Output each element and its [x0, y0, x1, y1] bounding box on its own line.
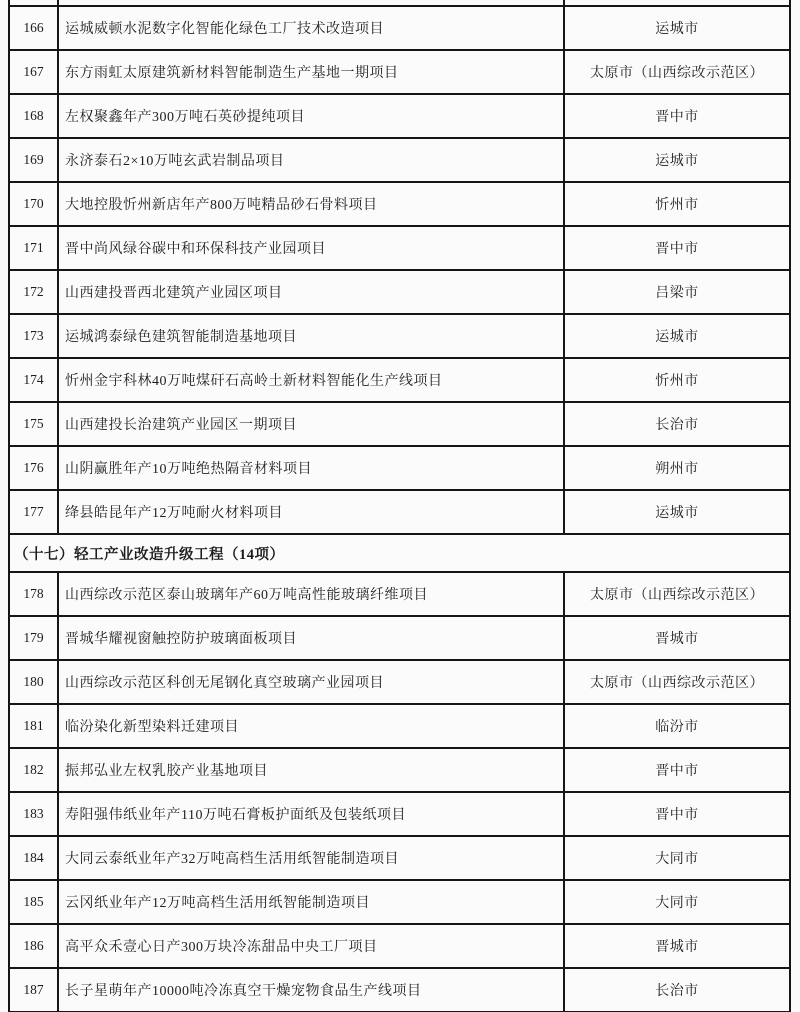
project-name: 大同云泰纸业年产32万吨高档生活用纸智能制造项目	[57, 837, 563, 879]
row-number-cell	[10, 0, 57, 5]
row-number: 180	[23, 674, 44, 689]
table-row	[10, 489, 789, 533]
table-row	[10, 659, 789, 703]
row-number: 175	[23, 416, 44, 431]
table-row	[10, 791, 789, 835]
project-name: 山西建投晋西北建筑产业园区项目	[57, 271, 563, 313]
project-name: 振邦弘业左权乳胶产业基地项目	[57, 749, 563, 791]
city: 临汾市	[563, 705, 789, 747]
project-name: 大地控股忻州新店年产800万吨精品砂石骨料项目	[57, 183, 563, 225]
city: 忻州市	[563, 359, 789, 401]
row-number: 172	[23, 284, 44, 299]
row-number: 176	[23, 460, 44, 475]
table-row	[10, 225, 789, 269]
row-number: 187	[23, 982, 44, 997]
partial-row-top	[10, 0, 789, 5]
row-number: 182	[23, 762, 44, 777]
row-number: 181	[23, 718, 44, 733]
row-number: 185	[23, 894, 44, 909]
project-name: 东方雨虹太原建筑新材料智能制造生产基地一期项目	[57, 51, 563, 93]
city: 晋中市	[563, 749, 789, 791]
row-number: 173	[23, 328, 44, 343]
table-row	[10, 5, 789, 49]
row-number: 167	[23, 64, 44, 79]
city: 运城市	[563, 7, 789, 49]
city-cell	[563, 0, 789, 5]
city: 太原市（山西综改示范区）	[563, 51, 789, 93]
row-number: 166	[23, 20, 44, 35]
table-row	[10, 967, 789, 1011]
city: 太原市（山西综改示范区）	[563, 573, 789, 615]
table-row	[10, 571, 789, 615]
city: 运城市	[563, 491, 789, 533]
project-name: 山西综改示范区泰山玻璃年产60万吨高性能玻璃纤维项目	[57, 573, 563, 615]
city: 晋中市	[563, 95, 789, 137]
project-name: 运城威顿水泥数字化智能化绿色工厂技术改造项目	[57, 7, 563, 49]
project-name: 高平众禾壹心日产300万块冷冻甜品中央工厂项目	[57, 925, 563, 967]
project-name: 永济泰石2×10万吨玄武岩制品项目	[57, 139, 563, 181]
table-row	[10, 703, 789, 747]
project-name: 云冈纸业年产12万吨高档生活用纸智能制造项目	[57, 881, 563, 923]
project-name: 晋城华耀视窗触控防护玻璃面板项目	[57, 617, 563, 659]
project-name: 晋中尚风绿谷碳中和环保科技产业园项目	[57, 227, 563, 269]
project-name: 寿阳强伟纸业年产110万吨石膏板护面纸及包装纸项目	[57, 793, 563, 835]
city: 运城市	[563, 315, 789, 357]
row-number: 183	[23, 806, 44, 821]
row-number: 177	[23, 504, 44, 519]
row-number: 169	[23, 152, 44, 167]
city: 忻州市	[563, 183, 789, 225]
section-header-row	[10, 533, 789, 571]
project-name-cell	[57, 0, 563, 5]
table-row	[10, 137, 789, 181]
project-name: 忻州金宇科林40万吨煤矸石高岭土新材料智能化生产线项目	[57, 359, 563, 401]
city: 运城市	[563, 139, 789, 181]
project-name: 山西建投长治建筑产业园区一期项目	[57, 403, 563, 445]
project-name: 左权聚鑫年产300万吨石英砂提纯项目	[57, 95, 563, 137]
project-name: 山西综改示范区科创无尾钢化真空玻璃产业园项目	[57, 661, 563, 703]
table-row	[10, 93, 789, 137]
row-number: 186	[23, 938, 44, 953]
project-name: 运城鸿泰绿色建筑智能制造基地项目	[57, 315, 563, 357]
row-number: 179	[23, 630, 44, 645]
row-number: 178	[23, 586, 44, 601]
city: 晋中市	[563, 793, 789, 835]
table-row	[10, 313, 789, 357]
table-row	[10, 269, 789, 313]
table-row	[10, 879, 789, 923]
city: 朔州市	[563, 447, 789, 489]
row-number: 170	[23, 196, 44, 211]
city: 太原市（山西综改示范区）	[563, 661, 789, 703]
city: 大同市	[563, 837, 789, 879]
city: 大同市	[563, 881, 789, 923]
project-name: 临汾染化新型染料迁建项目	[57, 705, 563, 747]
city: 吕梁市	[563, 271, 789, 313]
row-number: 174	[23, 372, 44, 387]
city: 晋城市	[563, 617, 789, 659]
table-row	[10, 747, 789, 791]
table-row	[10, 181, 789, 225]
project-name: 山阴赢胜年产10万吨绝热隔音材料项目	[57, 447, 563, 489]
table-row	[10, 49, 789, 93]
table-row	[10, 357, 789, 401]
row-number: 184	[23, 850, 44, 865]
row-number: 171	[23, 240, 44, 255]
city: 长治市	[563, 403, 789, 445]
table-row	[10, 923, 789, 967]
project-name: 长子星萌年产10000吨冷冻真空干燥宠物食品生产线项目	[57, 969, 563, 1011]
table-row	[10, 445, 789, 489]
section-title: （十七）轻工产业改造升级工程（14项）	[14, 546, 285, 563]
table-row	[10, 401, 789, 445]
city: 晋中市	[563, 227, 789, 269]
project-name: 绛县皓昆年产12万吨耐火材料项目	[57, 491, 563, 533]
row-number: 168	[23, 108, 44, 123]
city: 晋城市	[563, 925, 789, 967]
project-table	[8, 0, 791, 1012]
table-row	[10, 615, 789, 659]
city: 长治市	[563, 969, 789, 1011]
table-row	[10, 835, 789, 879]
